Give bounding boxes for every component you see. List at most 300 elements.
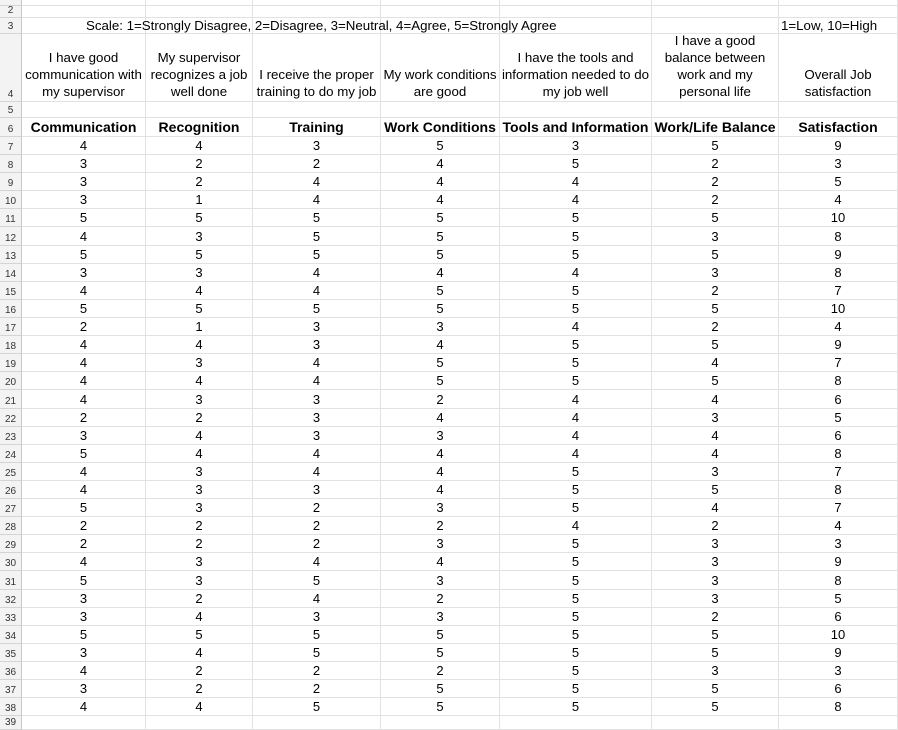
cell[interactable]: 2 [253, 155, 381, 173]
cell[interactable]: 10 [779, 626, 898, 644]
cell[interactable]: 3 [652, 590, 779, 608]
cell[interactable]: 5 [500, 499, 652, 517]
cell[interactable]: 4 [652, 445, 779, 463]
cell[interactable]: 5 [500, 246, 652, 264]
cell[interactable]: 7 [779, 354, 898, 372]
row-header[interactable]: 16 [0, 300, 22, 318]
cell[interactable]: 4 [253, 372, 381, 390]
cell[interactable]: 4 [381, 409, 500, 427]
cell[interactable] [500, 6, 652, 18]
cell[interactable] [22, 6, 146, 18]
cell[interactable]: 2 [22, 535, 146, 553]
cell[interactable]: 3 [253, 336, 381, 354]
cell[interactable]: 3 [381, 608, 500, 626]
row-header[interactable]: 20 [0, 372, 22, 390]
cell[interactable]: 3 [146, 390, 253, 409]
row-header[interactable]: 17 [0, 318, 22, 336]
cell[interactable]: 4 [146, 644, 253, 662]
cell[interactable]: 5 [22, 246, 146, 264]
cell[interactable]: I receive the proper training to do my job [253, 34, 381, 102]
cell[interactable]: 3 [253, 318, 381, 336]
cell[interactable] [381, 102, 500, 118]
cell[interactable]: 2 [652, 191, 779, 209]
cell[interactable]: 8 [779, 445, 898, 463]
table-row [0, 553, 898, 571]
cell[interactable]: 3 [146, 264, 253, 282]
cell[interactable]: 3 [381, 571, 500, 590]
row-header[interactable]: 9 [0, 173, 22, 191]
cell[interactable]: 4 [652, 427, 779, 445]
cell[interactable]: 3 [253, 137, 381, 155]
cell[interactable]: 5 [652, 246, 779, 264]
cell[interactable]: 5 [381, 227, 500, 246]
cell[interactable]: 1 [146, 318, 253, 336]
cell[interactable]: 5 [381, 644, 500, 662]
cell[interactable]: 4 [779, 191, 898, 209]
cell[interactable]: 2 [146, 590, 253, 608]
cell[interactable]: 5 [22, 445, 146, 463]
cell[interactable]: 5 [500, 590, 652, 608]
cell[interactable]: 4 [146, 372, 253, 390]
row-header[interactable]: 27 [0, 499, 22, 517]
cell[interactable]: 4 [253, 173, 381, 191]
cell[interactable]: 5 [500, 680, 652, 698]
cell[interactable]: 5 [500, 644, 652, 662]
row-header[interactable]: 12 [0, 227, 22, 246]
cell[interactable]: 5 [652, 626, 779, 644]
cell[interactable]: 4 [253, 553, 381, 571]
cell[interactable]: 4 [22, 354, 146, 372]
cell[interactable]: 2 [381, 390, 500, 409]
cell[interactable]: 5 [652, 644, 779, 662]
row-header[interactable]: 18 [0, 336, 22, 354]
row-header[interactable]: 6 [0, 118, 22, 137]
cell[interactable]: 2 [652, 173, 779, 191]
cell[interactable]: 2 [381, 662, 500, 680]
cell[interactable]: 3 [146, 571, 253, 590]
cell[interactable]: 3 [146, 553, 253, 571]
row-header[interactable]: 23 [0, 427, 22, 445]
cell[interactable]: 5 [22, 626, 146, 644]
cell[interactable]: 4 [146, 282, 253, 300]
cell[interactable]: 4 [500, 264, 652, 282]
cell[interactable]: 4 [652, 354, 779, 372]
cell[interactable]: 3 [779, 155, 898, 173]
cell[interactable]: 3 [652, 662, 779, 680]
cell[interactable]: 3 [381, 427, 500, 445]
cell[interactable]: 7 [779, 282, 898, 300]
row-header[interactable]: 13 [0, 246, 22, 264]
cell[interactable]: 5 [146, 626, 253, 644]
cell[interactable]: 9 [779, 644, 898, 662]
cell[interactable]: 5 [381, 372, 500, 390]
cell[interactable]: 5 [381, 354, 500, 372]
cell[interactable]: 4 [381, 173, 500, 191]
cell[interactable] [500, 102, 652, 118]
cell[interactable]: 5 [652, 372, 779, 390]
cell[interactable]: 3 [253, 481, 381, 499]
cell[interactable]: 4 [381, 445, 500, 463]
row-header[interactable]: 4 [0, 34, 22, 102]
cell[interactable]: 4 [381, 481, 500, 499]
row-header[interactable]: 19 [0, 354, 22, 372]
cell[interactable]: 3 [652, 463, 779, 481]
cell[interactable]: 4 [500, 409, 652, 427]
cell[interactable]: Work Conditions [381, 118, 500, 137]
cell[interactable] [253, 716, 381, 730]
cell[interactable]: 4 [779, 517, 898, 535]
cell[interactable]: 3 [22, 155, 146, 173]
cell[interactable]: 3 [652, 227, 779, 246]
cell[interactable]: 4 [381, 463, 500, 481]
cell[interactable]: 4 [500, 390, 652, 409]
cell[interactable]: 2 [381, 517, 500, 535]
row-header[interactable]: 29 [0, 535, 22, 553]
cell[interactable]: Satisfaction [779, 118, 898, 137]
cell[interactable] [146, 102, 253, 118]
cell[interactable]: 3 [22, 191, 146, 209]
row-header[interactable]: 26 [0, 481, 22, 499]
cell[interactable]: 2 [253, 535, 381, 553]
cell[interactable]: 3 [146, 481, 253, 499]
cell[interactable]: 2 [381, 590, 500, 608]
cell[interactable]: 5 [500, 282, 652, 300]
cell[interactable]: 9 [779, 137, 898, 155]
cell[interactable]: Overall Job satisfaction [779, 34, 898, 102]
cell[interactable]: 5 [253, 300, 381, 318]
cell[interactable]: 5 [22, 571, 146, 590]
cell[interactable]: 5 [500, 372, 652, 390]
cell[interactable]: 4 [500, 191, 652, 209]
cell[interactable]: I have the tools and information needed to do my job well [500, 34, 652, 102]
cell[interactable]: 3 [652, 553, 779, 571]
cell[interactable]: 5 [500, 626, 652, 644]
cell[interactable]: I have a good balance between work and my personal life [652, 34, 779, 102]
cell[interactable] [779, 716, 898, 730]
cell[interactable]: 3 [253, 409, 381, 427]
cell[interactable] [652, 102, 779, 118]
cell[interactable]: 3 [22, 173, 146, 191]
cell[interactable]: 4 [22, 553, 146, 571]
row-header[interactable]: 3 [0, 18, 22, 34]
cell[interactable]: 5 [500, 553, 652, 571]
cell[interactable]: 2 [146, 680, 253, 698]
row-header[interactable]: 5 [0, 102, 22, 118]
cell[interactable]: 2 [652, 318, 779, 336]
cell[interactable]: 4 [22, 698, 146, 716]
cell[interactable] [652, 716, 779, 730]
cell[interactable]: 4 [22, 372, 146, 390]
cell[interactable]: 2 [22, 409, 146, 427]
row-header[interactable]: 39 [0, 716, 22, 730]
row-header[interactable]: 32 [0, 590, 22, 608]
cell[interactable]: Recognition [146, 118, 253, 137]
cell[interactable]: 4 [381, 155, 500, 173]
cell[interactable]: 8 [779, 227, 898, 246]
cell[interactable]: 5 [381, 246, 500, 264]
cell[interactable]: 5 [146, 300, 253, 318]
cell[interactable]: 10 [779, 209, 898, 227]
cell[interactable] [146, 716, 253, 730]
cell[interactable]: 9 [779, 246, 898, 264]
cell[interactable]: Tools and Information [500, 118, 652, 137]
cell[interactable]: 6 [779, 608, 898, 626]
row-header[interactable]: 8 [0, 155, 22, 173]
row-header[interactable]: 31 [0, 571, 22, 590]
cell[interactable]: 5 [381, 282, 500, 300]
cell[interactable]: 8 [779, 571, 898, 590]
cell[interactable]: 5 [500, 608, 652, 626]
cell[interactable] [146, 6, 253, 18]
cell[interactable]: 3 [253, 427, 381, 445]
cell[interactable]: 3 [146, 463, 253, 481]
cell[interactable]: 5 [381, 680, 500, 698]
cell[interactable]: 5 [22, 499, 146, 517]
cell[interactable]: 4 [22, 137, 146, 155]
cell[interactable]: 5 [652, 336, 779, 354]
cell[interactable]: 5 [652, 698, 779, 716]
cell[interactable]: 2 [22, 517, 146, 535]
cell[interactable] [381, 6, 500, 18]
cell[interactable]: 7 [779, 499, 898, 517]
cell[interactable]: 5 [253, 209, 381, 227]
cell[interactable]: 3 [22, 680, 146, 698]
cell[interactable]: 4 [500, 173, 652, 191]
cell[interactable]: 4 [381, 191, 500, 209]
cell[interactable]: 5 [381, 137, 500, 155]
row-header[interactable]: 7 [0, 137, 22, 155]
row-header[interactable]: 2 [0, 6, 22, 18]
cell[interactable]: 4 [253, 264, 381, 282]
cell[interactable]: 5 [500, 535, 652, 553]
cell[interactable] [779, 102, 898, 118]
cell[interactable]: 5 [253, 246, 381, 264]
cell[interactable]: 2 [146, 662, 253, 680]
cell[interactable]: 5 [381, 698, 500, 716]
cell[interactable]: 3 [652, 571, 779, 590]
cell[interactable]: 7 [779, 463, 898, 481]
cell[interactable]: 4 [500, 427, 652, 445]
cell[interactable]: 4 [146, 445, 253, 463]
cell[interactable]: 4 [253, 191, 381, 209]
cell[interactable] [253, 6, 381, 18]
cell[interactable]: 3 [652, 409, 779, 427]
cell[interactable]: 5 [22, 300, 146, 318]
cell[interactable]: 4 [381, 336, 500, 354]
cell[interactable]: 4 [500, 318, 652, 336]
cell[interactable]: 5 [652, 209, 779, 227]
cell[interactable]: 2 [652, 517, 779, 535]
cell[interactable]: 4 [253, 463, 381, 481]
cell[interactable]: 3 [381, 318, 500, 336]
cell[interactable]: 5 [500, 336, 652, 354]
row-header[interactable]: 37 [0, 680, 22, 698]
cell[interactable]: 4 [22, 227, 146, 246]
cell[interactable]: 4 [779, 318, 898, 336]
cell[interactable] [22, 716, 146, 730]
row-header[interactable]: 30 [0, 553, 22, 571]
row-header[interactable]: 11 [0, 209, 22, 227]
cell[interactable]: 5 [779, 173, 898, 191]
row-header[interactable]: 15 [0, 282, 22, 300]
cell[interactable]: 5 [253, 227, 381, 246]
cell[interactable]: 5 [500, 481, 652, 499]
cell[interactable]: 5 [500, 155, 652, 173]
cell[interactable]: 2 [253, 499, 381, 517]
row-header[interactable]: 10 [0, 191, 22, 209]
cell[interactable]: 3 [146, 499, 253, 517]
cell[interactable]: 8 [779, 264, 898, 282]
cell[interactable]: 3 [253, 608, 381, 626]
cell[interactable]: 5 [500, 227, 652, 246]
cell[interactable]: 5 [500, 300, 652, 318]
cell[interactable]: 4 [253, 590, 381, 608]
row-header[interactable]: 22 [0, 409, 22, 427]
cell[interactable] [500, 716, 652, 730]
row-header[interactable]: 33 [0, 608, 22, 626]
cell[interactable]: 4 [22, 662, 146, 680]
cell[interactable]: 4 [22, 282, 146, 300]
cell[interactable]: 4 [652, 499, 779, 517]
cell[interactable]: 9 [779, 336, 898, 354]
cell[interactable]: 2 [253, 517, 381, 535]
cell[interactable]: 5 [779, 590, 898, 608]
cell[interactable]: 5 [253, 571, 381, 590]
row-header[interactable]: 36 [0, 662, 22, 680]
cell[interactable]: 4 [253, 445, 381, 463]
cell[interactable]: 3 [146, 227, 253, 246]
row-header[interactable]: 28 [0, 517, 22, 535]
cell[interactable]: 5 [146, 246, 253, 264]
cell[interactable]: 3 [22, 427, 146, 445]
cell[interactable]: 5 [500, 571, 652, 590]
cell[interactable]: 3 [779, 535, 898, 553]
row-header[interactable]: 24 [0, 445, 22, 463]
cell[interactable] [253, 102, 381, 118]
cell[interactable]: 5 [500, 698, 652, 716]
cell[interactable]: 5 [253, 698, 381, 716]
cell[interactable]: 6 [779, 390, 898, 409]
cell[interactable]: 6 [779, 680, 898, 698]
cell[interactable]: 5 [500, 209, 652, 227]
cell[interactable]: 4 [381, 264, 500, 282]
row-header[interactable]: 34 [0, 626, 22, 644]
cell[interactable]: 4 [146, 137, 253, 155]
cell[interactable]: 4 [146, 427, 253, 445]
cell[interactable]: 5 [652, 680, 779, 698]
cell[interactable]: 3 [779, 662, 898, 680]
cell[interactable]: 8 [779, 698, 898, 716]
cell[interactable]: 8 [779, 372, 898, 390]
cell[interactable]: 5 [500, 662, 652, 680]
cell[interactable]: 4 [253, 282, 381, 300]
cell[interactable]: 4 [253, 354, 381, 372]
row-header[interactable]: 35 [0, 644, 22, 662]
cell[interactable]: I have good communication with my supervisor [22, 34, 146, 102]
table-row [0, 644, 898, 662]
cell[interactable]: 3 [22, 608, 146, 626]
cell[interactable]: 5 [500, 354, 652, 372]
cell[interactable]: 2 [22, 318, 146, 336]
cell[interactable]: 2 [146, 535, 253, 553]
cell[interactable]: 2 [652, 608, 779, 626]
cell[interactable]: 5 [253, 644, 381, 662]
cell[interactable]: 10 [779, 300, 898, 318]
cell[interactable]: 4 [22, 336, 146, 354]
cell[interactable]: 1 [146, 191, 253, 209]
cell[interactable]: 5 [779, 409, 898, 427]
cell[interactable]: 3 [22, 590, 146, 608]
row-header[interactable]: 21 [0, 390, 22, 409]
cell[interactable]: 2 [146, 155, 253, 173]
cell[interactable]: 5 [652, 137, 779, 155]
cell[interactable]: My supervisor recognizes a job well done [146, 34, 253, 102]
cell[interactable]: 4 [22, 481, 146, 499]
cell[interactable]: 2 [146, 409, 253, 427]
cell[interactable]: 8 [779, 481, 898, 499]
cell[interactable]: 3 [381, 535, 500, 553]
row-header[interactable]: 14 [0, 264, 22, 282]
cell[interactable]: 6 [779, 427, 898, 445]
cell[interactable]: 3 [22, 644, 146, 662]
cell[interactable]: 5 [652, 300, 779, 318]
cell[interactable]: 4 [500, 445, 652, 463]
cell[interactable]: Training [253, 118, 381, 137]
cell[interactable]: 4 [146, 698, 253, 716]
table-row [0, 336, 898, 354]
cell[interactable]: 9 [779, 553, 898, 571]
cell[interactable]: 2 [652, 155, 779, 173]
cell[interactable]: 2 [146, 517, 253, 535]
cell[interactable] [652, 6, 779, 18]
cell[interactable]: 5 [22, 209, 146, 227]
cell[interactable]: Communication [22, 118, 146, 137]
cell[interactable]: 2 [652, 282, 779, 300]
cell[interactable]: 2 [253, 662, 381, 680]
row-header[interactable]: 25 [0, 463, 22, 481]
cell[interactable]: Work/Life Balance [652, 118, 779, 137]
cell[interactable]: 4 [146, 608, 253, 626]
cell[interactable]: 5 [146, 209, 253, 227]
cell[interactable] [381, 716, 500, 730]
cell[interactable]: 5 [253, 626, 381, 644]
cell[interactable]: 4 [381, 553, 500, 571]
cell[interactable]: 4 [22, 390, 146, 409]
cell[interactable]: 4 [652, 390, 779, 409]
cell[interactable]: 4 [22, 463, 146, 481]
cell[interactable]: 5 [652, 481, 779, 499]
cell[interactable]: 3 [22, 264, 146, 282]
cell[interactable]: 5 [381, 300, 500, 318]
cell[interactable]: 2 [253, 680, 381, 698]
cell[interactable]: 5 [381, 209, 500, 227]
cell[interactable]: 5 [381, 626, 500, 644]
cell[interactable]: 3 [652, 264, 779, 282]
row-header[interactable]: 38 [0, 698, 22, 716]
cell[interactable]: 5 [500, 463, 652, 481]
cell[interactable]: My work conditions are good [381, 34, 500, 102]
cell[interactable]: 4 [500, 517, 652, 535]
cell[interactable] [22, 102, 146, 118]
cell[interactable]: 2 [146, 173, 253, 191]
cell[interactable]: 4 [146, 336, 253, 354]
cell[interactable]: 3 [253, 390, 381, 409]
cell[interactable]: 3 [146, 354, 253, 372]
cell[interactable]: 3 [652, 535, 779, 553]
cell[interactable]: 3 [500, 137, 652, 155]
cell[interactable]: 3 [381, 499, 500, 517]
cell[interactable] [779, 6, 898, 18]
